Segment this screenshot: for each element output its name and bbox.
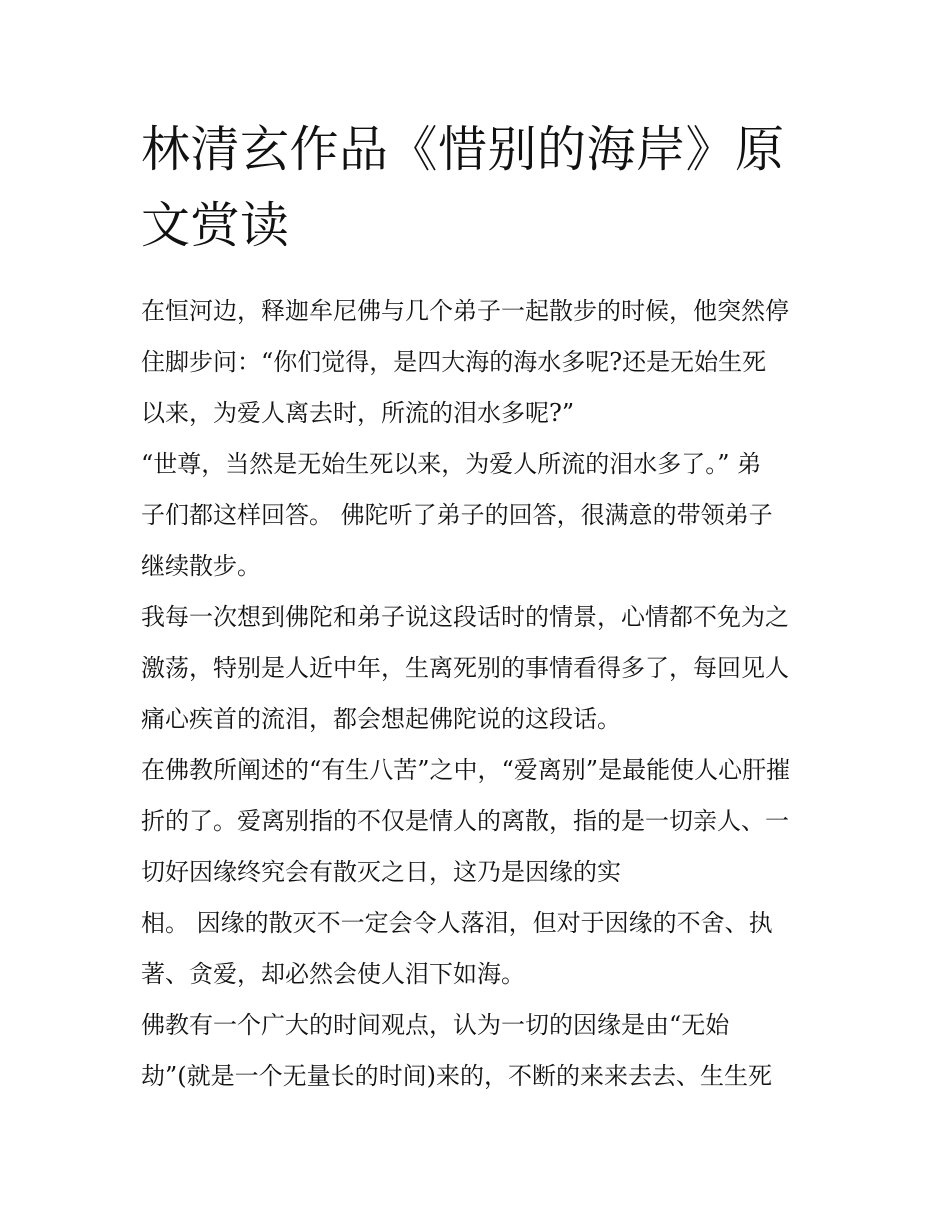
text-line: 住脚步问：“你们觉得，是四大海的海水多呢?还是无始生死 — [141, 348, 767, 376]
text-line: 我每一次想到佛陀和弟子说这段话时的情景，心情都不免为之 — [141, 603, 789, 631]
text-line: 相。 因缘的散灭不一定会令人落泪，但对于因缘的不舍、执 — [141, 909, 773, 937]
text-line: 子们都这样回答。 佛陀听了弟子的回答，很满意的带领弟子 — [141, 501, 773, 529]
text-line: “世尊，当然是无始生死以来，为爱人所流的泪水多了。” 弟 — [141, 450, 762, 478]
text-line: 劫”(就是一个无量长的时间)来的，不断的来来去去、生生死 — [141, 1062, 772, 1090]
text-line: 佛教有一个广大的时间观点，认为一切的因缘是由“无始 — [141, 1011, 730, 1039]
text-line: 在佛教所阐述的“有生八苦”之中，“爱离别”是最能使人心肝摧 — [141, 756, 791, 784]
text-line: 在恒河边，释迦牟尼佛与几个弟子一起散步的时候，他突然停 — [141, 297, 789, 325]
text-line: 激荡，特别是人近中年，生离死别的事情看得多了，每回见人 — [141, 654, 789, 682]
text-line: 继续散步。 — [141, 552, 261, 580]
document-title — [141, 112, 813, 264]
title-line: 文赏读 — [141, 197, 290, 254]
body-text — [141, 286, 813, 1102]
document-content — [141, 112, 813, 1102]
text-line: 以来，为爱人离去时，所流的泪水多呢?” — [141, 399, 575, 427]
text-line: 折的了。爱离别指的不仅是情人的离散，指的是一切亲人、一 — [141, 807, 789, 835]
text-line: 痛心疾首的流泪，都会想起佛陀说的这段话。 — [141, 705, 621, 733]
title-line: 林清玄作品《惜别的海岸》原 — [141, 121, 785, 178]
text-line: 切好因缘终究会有散灭之日，这乃是因缘的实 — [141, 858, 621, 886]
text-line: 著、贪爱，却必然会使人泪下如海。 — [141, 960, 525, 988]
